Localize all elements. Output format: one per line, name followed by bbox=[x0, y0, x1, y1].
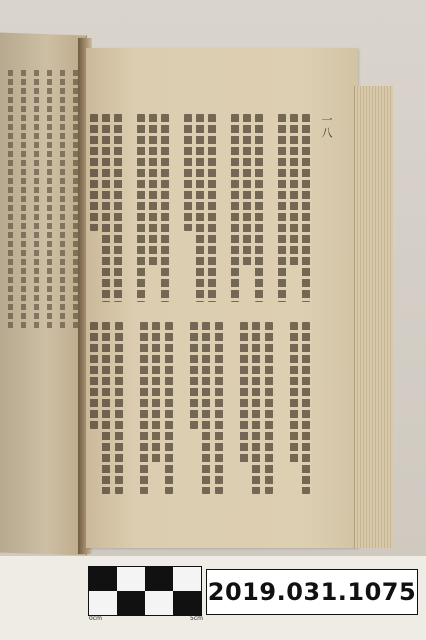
text-block-upper bbox=[90, 114, 310, 302]
column-spacer bbox=[219, 114, 227, 302]
text-column bbox=[102, 114, 110, 302]
text-column bbox=[137, 114, 145, 302]
column-spacer bbox=[127, 322, 135, 494]
text-column bbox=[290, 322, 298, 463]
text-column bbox=[115, 322, 123, 494]
scale-square bbox=[89, 567, 117, 591]
text-column bbox=[231, 114, 239, 302]
text-column bbox=[149, 114, 157, 268]
scale-square bbox=[145, 567, 173, 591]
text-column bbox=[8, 70, 13, 330]
text-column bbox=[252, 322, 260, 494]
text-block-lower bbox=[90, 322, 310, 494]
text-column bbox=[60, 70, 65, 330]
column-spacer bbox=[277, 322, 285, 494]
text-column bbox=[21, 70, 26, 330]
scale-square bbox=[89, 591, 117, 615]
text-column bbox=[34, 70, 39, 330]
text-column bbox=[208, 114, 216, 302]
text-column bbox=[152, 322, 160, 463]
scale-square bbox=[173, 567, 201, 591]
text-column bbox=[47, 70, 52, 330]
text-column bbox=[255, 114, 263, 302]
text-column bbox=[196, 114, 204, 302]
text-column bbox=[215, 322, 223, 494]
scale-square bbox=[145, 591, 173, 615]
text-column bbox=[265, 322, 273, 494]
text-column bbox=[240, 322, 248, 463]
column-spacer bbox=[125, 114, 133, 302]
scale-square bbox=[117, 591, 145, 615]
scale-label-end: 5cm bbox=[190, 615, 203, 622]
column-spacer bbox=[266, 114, 274, 302]
scale-label-start: 0cm bbox=[89, 615, 102, 622]
scale-row bbox=[89, 591, 201, 615]
text-column bbox=[278, 114, 286, 302]
column-spacer bbox=[177, 322, 185, 494]
text-column bbox=[140, 322, 148, 494]
page-number: 一八 bbox=[320, 114, 333, 140]
left-page-text-columns bbox=[8, 70, 78, 330]
text-column bbox=[114, 114, 122, 302]
page-edges bbox=[354, 86, 393, 548]
text-column bbox=[302, 322, 310, 494]
text-column bbox=[161, 114, 169, 302]
text-column bbox=[202, 322, 210, 494]
scale-square bbox=[117, 567, 145, 591]
text-column bbox=[302, 114, 310, 302]
text-column bbox=[90, 322, 98, 429]
text-column bbox=[243, 114, 251, 268]
text-column bbox=[190, 322, 198, 429]
scale-square bbox=[173, 591, 201, 615]
text-column bbox=[165, 322, 173, 494]
column-spacer bbox=[227, 322, 235, 494]
text-column bbox=[90, 114, 98, 231]
scale-row bbox=[89, 567, 201, 591]
catalogue-number: 2019.031.1075 bbox=[206, 569, 418, 615]
text-column bbox=[184, 114, 192, 231]
text-column bbox=[290, 114, 298, 268]
scale-bar bbox=[88, 566, 202, 616]
text-column bbox=[102, 322, 110, 494]
column-spacer bbox=[172, 114, 180, 302]
